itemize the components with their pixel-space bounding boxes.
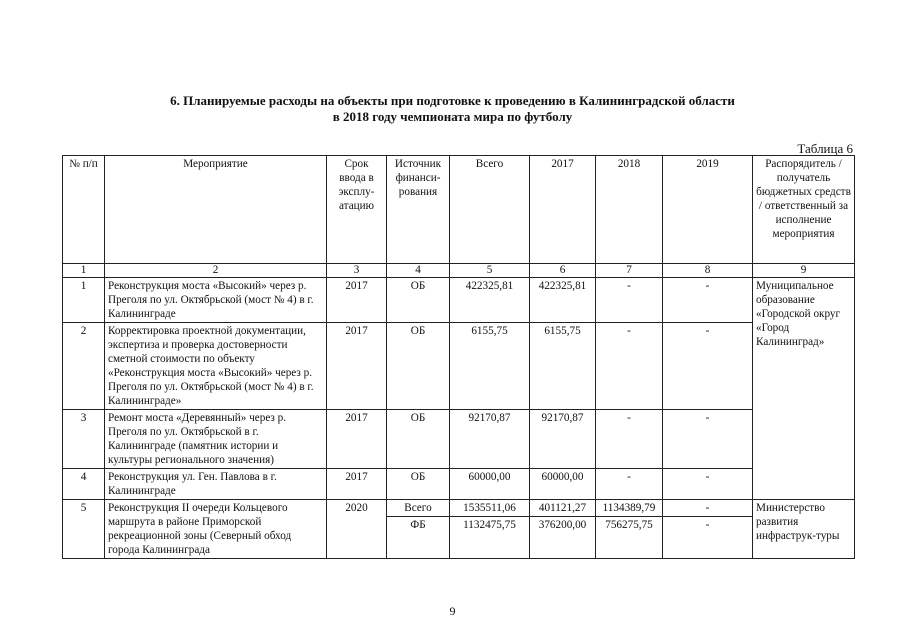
row-2018: - [596,278,663,323]
row-2019: - [663,500,753,517]
table-row [63,469,855,500]
row-total: 1535511,06 [450,500,530,517]
row-term: 2017 [327,469,387,500]
header-num: № п/п [63,156,105,264]
col-number: 8 [663,264,753,278]
row-total: 1132475,75 [450,517,530,559]
header-event: Мероприятие [105,156,327,264]
col-number: 3 [327,264,387,278]
col-number: 5 [450,264,530,278]
table-row [63,500,855,517]
row-num: 5 [63,500,105,559]
row-2017: 422325,81 [530,278,596,323]
row-num: 4 [63,469,105,500]
row-2019: - [663,469,753,500]
row-num: 3 [63,410,105,469]
table-row [63,278,855,323]
row-source: Всего [387,500,450,517]
row-source: ОБ [387,323,450,410]
row-2017: 401121,27 [530,500,596,517]
row-source: ОБ [387,469,450,500]
row-2018: - [596,323,663,410]
row-2018: 1134389,79 [596,500,663,517]
row-2019: - [663,517,753,559]
row-2019: - [663,278,753,323]
row-term: 2017 [327,323,387,410]
row-event: Корректировка проектной документации, экспертиза и проверка достоверности сметной стоимости по объекту «Реконструкция моста «Высокий» через р. Преголя по ул. Октябрьской (мост № 4) в г. Калининграде» [105,323,327,410]
row-source: ОБ [387,410,450,469]
header-2019: 2019 [663,156,753,264]
header-manager: Распорядитель / получатель бюджетных средств / ответственный за исполнение мероприятия [753,156,855,264]
table-label: Таблица 6 [797,141,853,156]
col-number: 1 [63,264,105,278]
row-manager-group-2: Министерство развития инфраструк-туры [753,500,855,559]
page-number: 9 [449,604,456,618]
row-event: Реконструкция моста «Высокий» через р. Преголя по ул. Октябрьской (мост № 4) в г. Калининграде [105,278,327,323]
col-number: 4 [387,264,450,278]
row-term: 2017 [327,410,387,469]
row-num: 2 [63,323,105,410]
row-manager-group-1: Муниципальное образование «Городской округ «Город Калининград» [753,278,855,500]
row-total: 6155,75 [450,323,530,410]
document-title [0,93,905,125]
row-source: ФБ [387,517,450,559]
row-2017: 92170,87 [530,410,596,469]
header-2018: 2018 [596,156,663,264]
row-term: 2017 [327,278,387,323]
col-number: 6 [530,264,596,278]
row-2017: 6155,75 [530,323,596,410]
row-event: Реконструкция ул. Ген. Павлова в г. Калининграде [105,469,327,500]
row-2018: 756275,75 [596,517,663,559]
table-row [63,410,855,469]
row-total: 92170,87 [450,410,530,469]
title-line-1: 6. Планируемые расходы на объекты при подготовке к проведению в Калининградской области [170,93,735,108]
row-event: Реконструкция II очереди Кольцевого маршрута в районе Приморской рекреационной зоны (Северный обход города Калининграда [105,500,327,559]
row-term: 2020 [327,500,387,559]
row-2017: 60000,00 [530,469,596,500]
col-number: 7 [596,264,663,278]
row-source: ОБ [387,278,450,323]
column-number-row [63,264,855,278]
header-2017: 2017 [530,156,596,264]
expenses-table [62,155,855,559]
col-number: 9 [753,264,855,278]
title-line-2: в 2018 году чемпионата мира по футболу [332,109,573,124]
header-source: Источник финанси-рования [387,156,450,264]
row-2018: - [596,469,663,500]
row-num: 1 [63,278,105,323]
row-2018: - [596,410,663,469]
header-row [63,156,855,264]
row-total: 422325,81 [450,278,530,323]
col-number: 2 [105,264,327,278]
row-2017: 376200,00 [530,517,596,559]
table-row [63,323,855,410]
header-term: Срок ввода в эксплу-атацию [327,156,387,264]
row-event: Ремонт моста «Деревянный» через р. Преголя по ул. Октябрьской в г. Калининграде (памятник истории и культуры регионального значения) [105,410,327,469]
row-2019: - [663,410,753,469]
header-total: Всего [450,156,530,264]
row-2019: - [663,323,753,410]
row-total: 60000,00 [450,469,530,500]
